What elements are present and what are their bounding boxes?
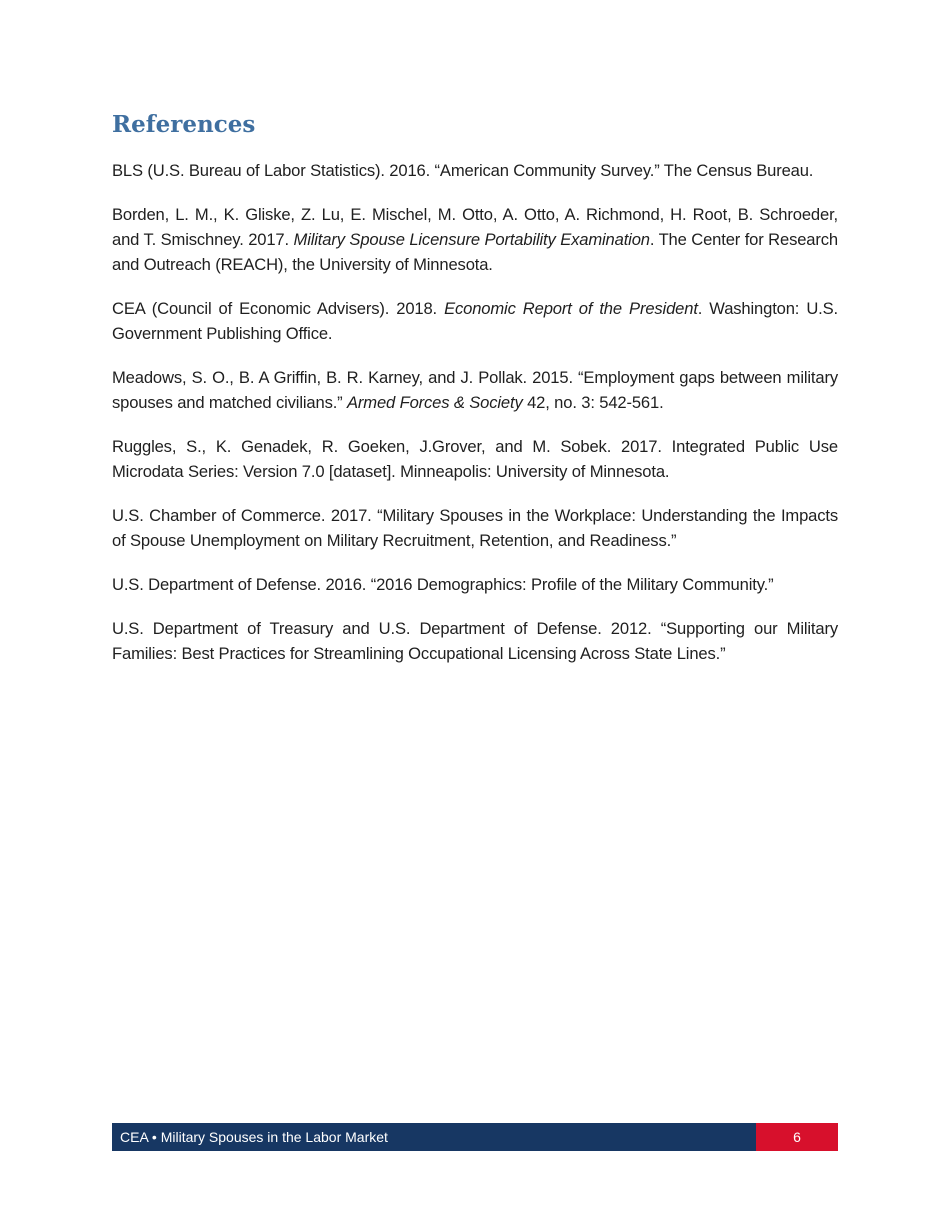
reference-text: CEA (Council of Economic Advisers). 2018. (112, 299, 445, 318)
footer-title: CEA • Military Spouses in the Labor Market (112, 1123, 756, 1151)
reference-text: U.S. Department of Defense. 2016. “2016 Demographics: Profile of the Military Community.” (112, 575, 774, 594)
page-footer (112, 1123, 838, 1151)
reference-entry (112, 503, 838, 553)
reference-title: Military Spouse Licensure Portability Examination (293, 230, 650, 249)
reference-text-after: 42, no. 3: 542-561. (522, 393, 664, 412)
page-number: 6 (756, 1123, 838, 1151)
reference-title: Armed Forces & Society (347, 393, 523, 412)
reference-entry (112, 434, 838, 484)
reference-text: Borden, L. M., K. Gliske, Z. Lu, E. Mischel, M. Otto, A. Otto, A. Richmond, H. Root, B. Schroeder, and T. Smischney. 2017. (112, 205, 838, 249)
reference-text-after: . The Center for Research and Outreach (REACH), the University of Minnesota. (112, 230, 838, 274)
reference-text: Ruggles, S., K. Genadek, R. Goeken, J.Grover, and M. Sobek. 2017. Integrated Public Use Microdata Series: Version 7.0 [dataset]. Minneapolis: University of Minnesota. (112, 437, 838, 481)
reference-text: Meadows, S. O., B. A Griffin, B. R. Karney, and J. Pollak. 2015. “Employment gaps between military spouses and matched civilians.” (112, 368, 838, 412)
reference-entry (112, 158, 838, 183)
reference-entry (112, 616, 838, 666)
reference-list (112, 158, 838, 685)
reference-text-after: . Washington: U.S. Government Publishing Office. (112, 299, 838, 343)
reference-entry (112, 365, 838, 415)
page-title: References (112, 111, 256, 138)
reference-text: U.S. Department of Treasury and U.S. Department of Defense. 2012. “Supporting our Military Families: Best Practices for Streamlining Occupational Licensing Across State Lines.” (112, 619, 838, 663)
reference-text: BLS (U.S. Bureau of Labor Statistics). 2016. “American Community Survey.” The Census Bureau. (112, 161, 814, 180)
reference-title: Economic Report of the President (444, 299, 698, 318)
reference-entry (112, 202, 838, 277)
reference-entry (112, 572, 838, 597)
reference-text: U.S. Chamber of Commerce. 2017. “Military Spouses in the Workplace: Understanding the Impacts of Spouse Unemployment on Military Recruitment, Retention, and Readiness.” (112, 506, 838, 550)
reference-entry (112, 296, 838, 346)
